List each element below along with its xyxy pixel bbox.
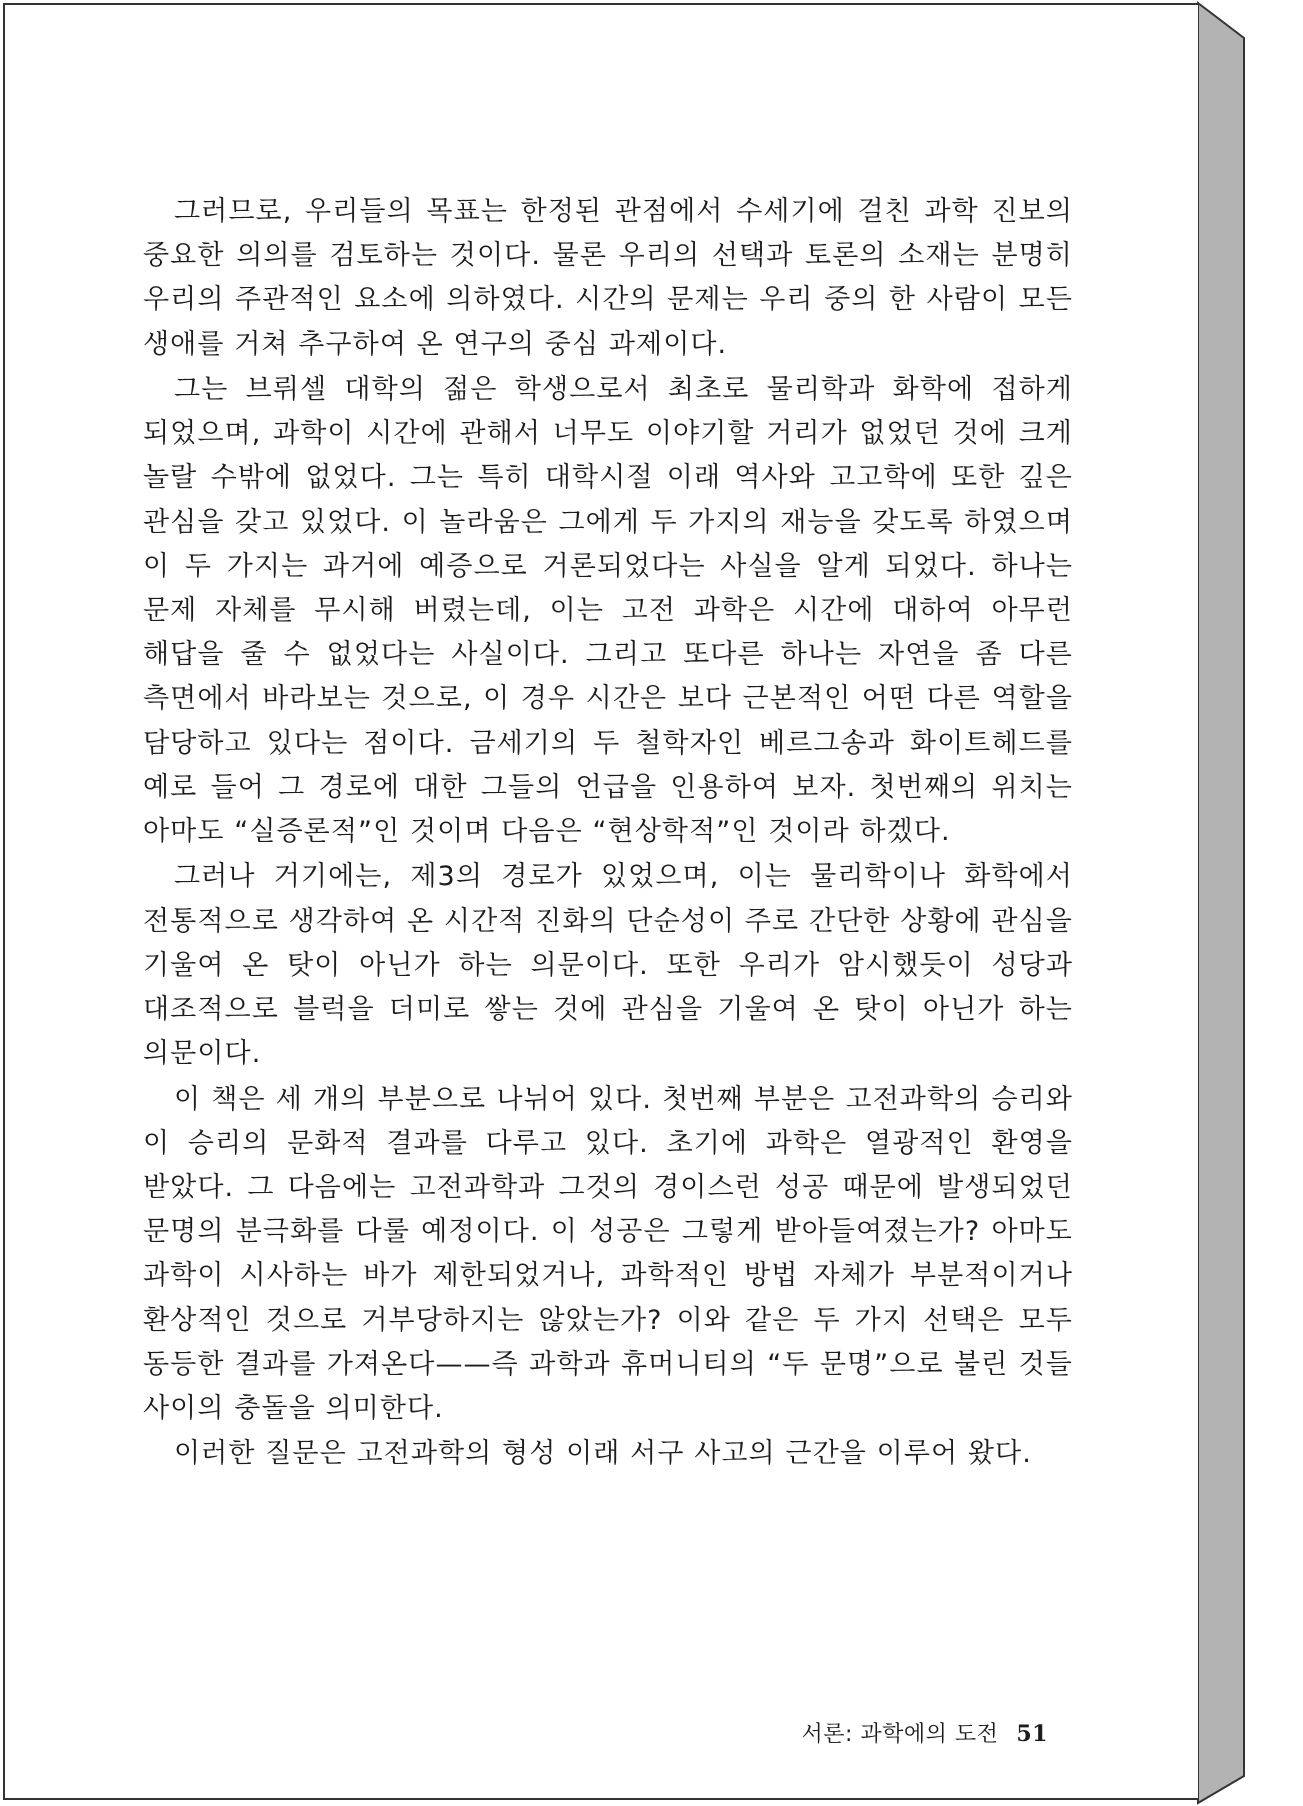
- paragraph-4: 이 책은 세 개의 부분으로 나뉘어 있다. 첫번째 부분은 고전과학의 승리와 이 승리의 문화적 결과를 다루고 있다. 초기에 과학은 열광적인 환영을 받았다. 그 다음에는 고전과학과 그것의 경이스런 성공 때문에 발생되었던 문명의 분극화를 다룰 예정이다. 이 성공은 그렇게 받아들여졌는가? 아마도 과학이 시사하는 바가 제한되었거나, 과학적인 방법 자체가 부분적이거나 환상적인 것으로 거부당하지는 않았는가? 이와 같은 두 가지 선택은 모두 동등한 결과를 가져온다——즉 과학과 휴머니티의 “두 문명”으로 불린 것들 사이의 충돌을 의미한다.: [143, 1083, 1073, 1425]
- paragraph-2: 그는 브뤼셀 대학의 젊은 학생으로서 최초로 물리학과 화학에 접하게 되었으며, 과학이 시간에 관해서 너무도 이야기할 거리가 없었던 것에 크게 놀랄 수밖에 없었다. 그는 특히 대학시절 이래 역사와 고고학에 또한 깊은 관심을 갖고 있었다. 이 놀라움은 그에게 두 가지의 재능을 갖도록 하였으며 이 두 가지는 과거에 예증으로 거론되었다는 사실을 알게 되었다. 하나는 문제 자체를 무시해 버렸는데, 이는 고전 과학은 시간에 대하여 아무런 해답을 줄 수 없었다는 사실이다. 그리고 또다른 하나는 자연을 좀 다른 측면에서 바라보는 것으로, 이 경우 시간은 보다 근본적인 어떤 다른 역할을 담당하고 있다는 점이다. 금세기의 두 철학자인 베르그송과 화이트헤드를 예로 들어 그 경로에 대한 그들의 언급을 인용하여 보자. 첫번째의 위치는 아마도 “실증론적”인 것이며 다음은 “현상학적”인 것이라 하겠다.: [143, 374, 1073, 848]
- running-title: 서론: 과학에의 도전: [801, 1722, 999, 1747]
- book-page-edge: [1198, 3, 1244, 1803]
- paragraph-1: 그러므로, 우리들의 목표는 한정된 관점에서 수세기에 걸친 과학 진보의 중요한 의의를 검토하는 것이다. 물론 우리의 선택과 토론의 소재는 분명히 우리의 주관적인 요소에 의하였다. 시간의 문제는 우리 중의 한 사람이 모든 생애를 거쳐 추구하여 온 연구의 중심 과제이다.: [143, 196, 1073, 360]
- paragraph-5: 이러한 질문은 고전과학의 형성 이래 서구 사고의 근간을 이루어 왔다.: [174, 1438, 1032, 1470]
- page-footer: [801, 1717, 1048, 1748]
- paragraph-3: 그러나 거기에는, 제3의 경로가 있었으며, 이는 물리학이나 화학에서 전통적으로 생각하여 온 시간적 진화의 단순성이 주로 간단한 상황에 관심을 기울여 온 탓이 아닌가 하는 의문이다. 또한 우리가 암시했듯이 성당과 대조적으로 블럭을 더미로 쌓는 것에 관심을 기울여 온 탓이 아닌가 하는 의문이다.: [143, 861, 1073, 1070]
- page-number: 51: [1016, 1721, 1048, 1747]
- book-page: [3, 3, 1198, 1800]
- body-text: [143, 190, 1073, 1478]
